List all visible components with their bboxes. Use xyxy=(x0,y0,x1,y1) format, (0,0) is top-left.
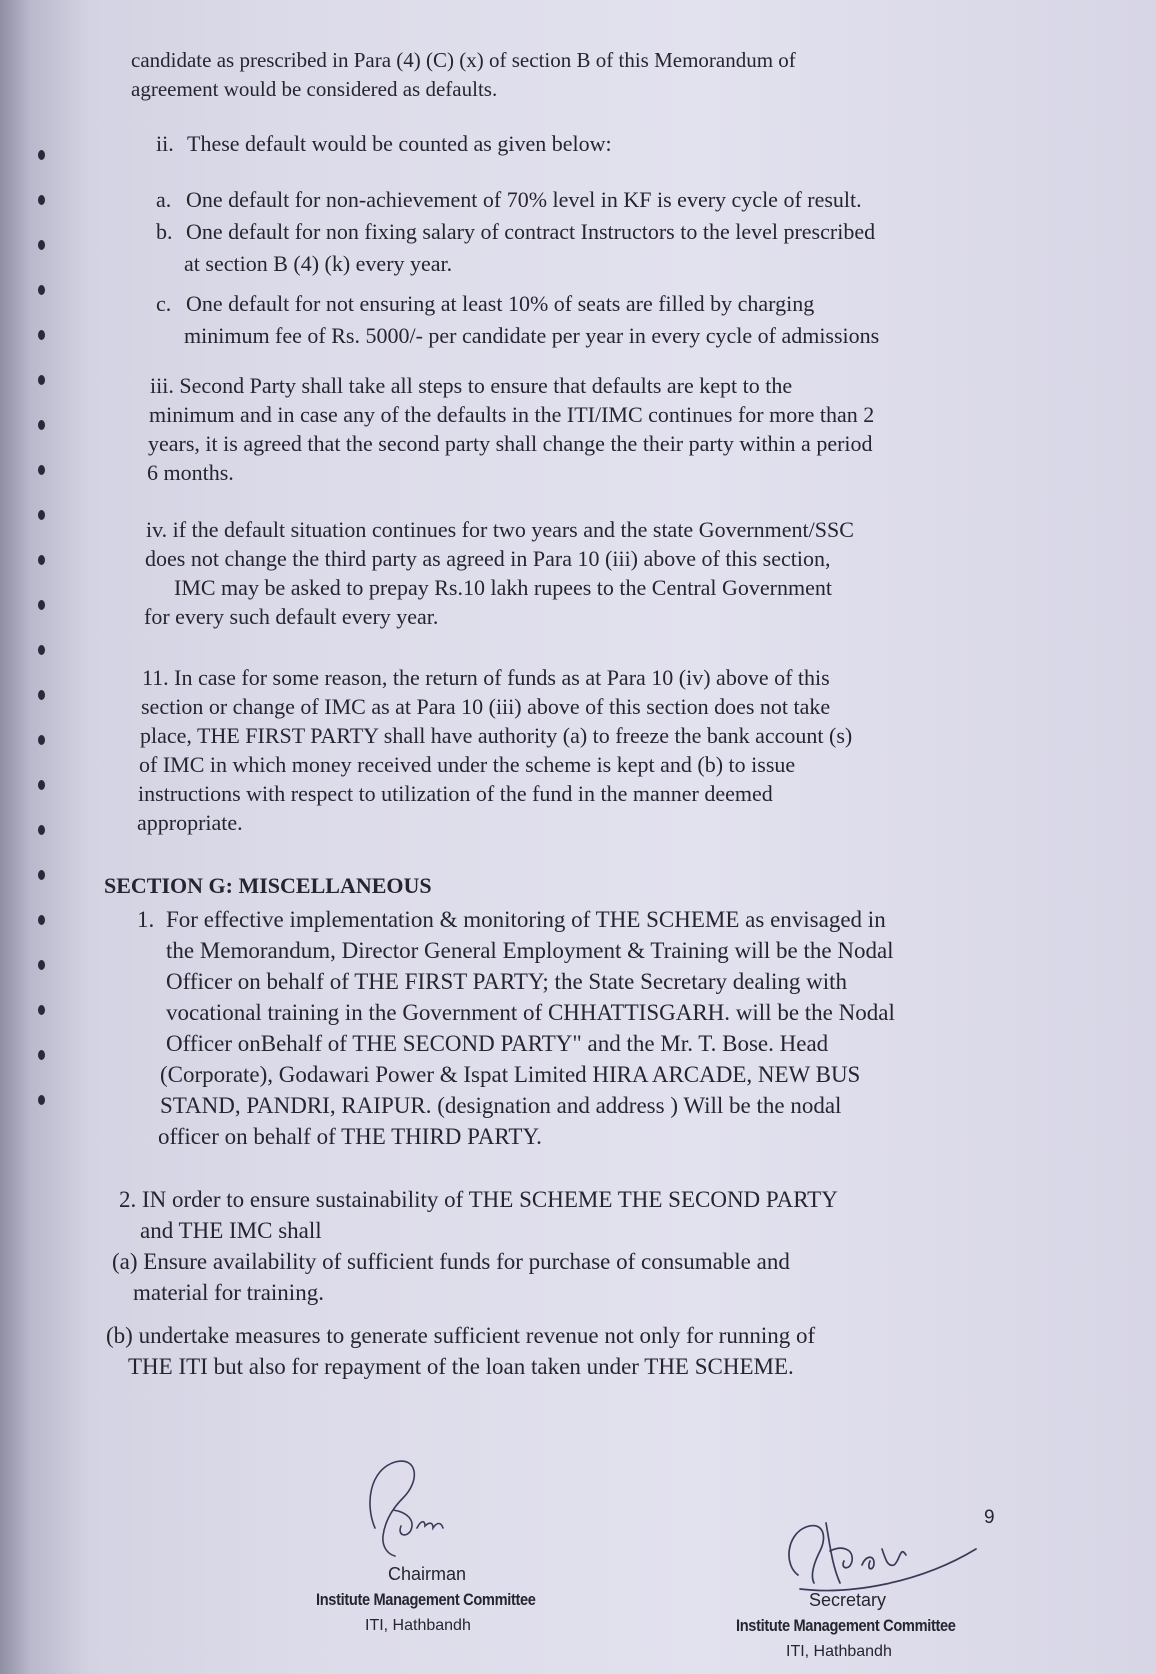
binding-hole xyxy=(38,465,45,475)
item-iii-text: years, it is agreed that the second party shall change the their party within a period xyxy=(148,431,873,456)
chairman-signature xyxy=(355,1450,495,1570)
section-g-item-2-text: 2. IN order to ensure sustainability of THE SCHEME THE SECOND PARTY xyxy=(119,1187,838,1212)
chairman-org: Institute Management Committee xyxy=(316,1590,536,1609)
para-11-text: of IMC in which money received under the scheme is kept and (b) to issue xyxy=(139,752,796,777)
item-iii-text: iii. Second Party shall take all steps to ensure that defaults are kept to the xyxy=(150,373,793,398)
chairman-title: Chairman xyxy=(388,1564,467,1584)
binding-hole xyxy=(38,690,45,700)
section-g-heading: SECTION G: MISCELLANEOUS xyxy=(104,873,432,898)
binding-hole xyxy=(38,870,45,880)
binding-hole xyxy=(38,555,45,565)
item-iv-text: iv. if the default situation continues for two years and the state Government/SSC xyxy=(146,517,854,542)
secretary-title: Secretary xyxy=(809,1590,887,1610)
section-g-item-1-text: officer on behalf of THE THIRD PARTY. xyxy=(158,1124,542,1149)
sub-item-b-text: at section B (4) (k) every year. xyxy=(184,251,453,276)
intro-line: candidate as prescribed in Para (4) (C) (x) of section B of this Memorandum of xyxy=(131,48,796,72)
sub-item-b-text: One default for non fixing salary of contract Instructors to the level prescribed xyxy=(186,219,876,244)
section-g-item-2a-text: material for training. xyxy=(133,1280,324,1305)
binding-hole xyxy=(38,420,45,430)
item-iv-text: IMC may be asked to prepay Rs.10 lakh rupees to the Central Government xyxy=(174,575,833,600)
para-11-text: 11. In case for some reason, the return of funds as at Para 10 (iv) above of this xyxy=(142,665,830,690)
secretary-org: Institute Management Committee xyxy=(736,1616,956,1635)
item-iv-text: for every such default every year. xyxy=(144,604,439,629)
binding-hole xyxy=(38,960,45,970)
section-g-item-2b-text: (b) undertake measures to generate sufficient revenue not only for running of xyxy=(106,1323,816,1348)
binding-hole xyxy=(38,1050,45,1060)
binding-hole xyxy=(38,285,45,295)
section-g-item-1-text: STAND, PANDRI, RAIPUR. (designation and address ) Will be the nodal xyxy=(160,1093,842,1118)
chairman-place: ITI, Hathbandh xyxy=(365,1617,471,1634)
secretary-place: ITI, Hathbandh xyxy=(786,1643,892,1660)
sub-item-a-text: One default for non-achievement of 70% level in KF is every cycle of result. xyxy=(186,187,862,212)
intro-line: agreement would be considered as defaults. xyxy=(131,77,498,101)
binding-hole xyxy=(38,600,45,610)
section-g-item-2a-text: (a) Ensure availability of sufficient funds for purchase of consumable and xyxy=(112,1249,790,1274)
binding-hole xyxy=(38,375,45,385)
item-ii-number: ii. xyxy=(156,131,174,156)
sub-item-a-number: a. xyxy=(156,187,172,212)
binding-hole xyxy=(38,915,45,925)
section-g-item-1-text: For effective implementation & monitoring of THE SCHEME as envisaged in xyxy=(166,907,886,932)
item-iii-text: minimum and in case any of the defaults in the ITI/IMC continues for more than 2 xyxy=(149,402,875,427)
section-g-item-2-text: and THE IMC shall xyxy=(140,1218,322,1243)
binding-hole xyxy=(38,150,45,160)
sub-item-b-number: b. xyxy=(156,219,173,244)
binding-hole xyxy=(38,1095,45,1105)
binding-hole xyxy=(38,240,45,250)
binding-hole xyxy=(38,510,45,520)
section-g-item-1-text: Officer on behalf of THE FIRST PARTY; the State Secretary dealing with xyxy=(166,969,848,994)
binding-hole xyxy=(38,735,45,745)
para-11-text: appropriate. xyxy=(137,810,243,835)
item-iv-text: does not change the third party as agreed in Para 10 (iii) above of this section, xyxy=(145,546,831,571)
binding-hole xyxy=(38,825,45,835)
section-g-item-1-number: 1. xyxy=(137,907,155,932)
binding-hole xyxy=(38,330,45,340)
binding-hole xyxy=(38,780,45,790)
section-g-item-1-text: the Memorandum, Director General Employment & Training will be the Nodal xyxy=(166,938,894,963)
binding-hole xyxy=(38,645,45,655)
section-g-item-1-text: vocational training in the Government of CHHATTISGARH. will be the Nodal xyxy=(166,1000,895,1025)
para-11-text: section or change of IMC as at Para 10 (iii) above of this section does not take xyxy=(141,694,831,719)
para-11-text: instructions with respect to utilization of the fund in the manner deemed xyxy=(138,781,773,806)
page-number: 9 xyxy=(984,1507,995,1528)
para-11-text: place, THE FIRST PARTY shall have authority (a) to freeze the bank account (s) xyxy=(140,723,853,748)
section-g-item-2b-text: THE ITI but also for repayment of the loan taken under THE SCHEME. xyxy=(128,1354,794,1379)
binding-hole xyxy=(38,195,45,205)
sub-item-c-text: minimum fee of Rs. 5000/- per candidate per year in every cycle of admissions xyxy=(184,323,880,348)
binding-edge xyxy=(0,0,70,1674)
sub-item-c-text: One default for not ensuring at least 10% of seats are filled by charging xyxy=(186,291,815,316)
binding-hole xyxy=(38,1005,45,1015)
section-g-item-1-text: Officer onBehalf of THE SECOND PARTY" and the Mr. T. Bose. Head xyxy=(166,1031,829,1056)
item-ii-text: These default would be counted as given below: xyxy=(187,131,612,156)
item-iii-text: 6 months. xyxy=(147,460,234,485)
section-g-item-1-text: (Corporate), Godawari Power & Ispat Limited HIRA ARCADE, NEW BUS xyxy=(160,1062,861,1087)
sub-item-c-number: c. xyxy=(156,291,172,316)
